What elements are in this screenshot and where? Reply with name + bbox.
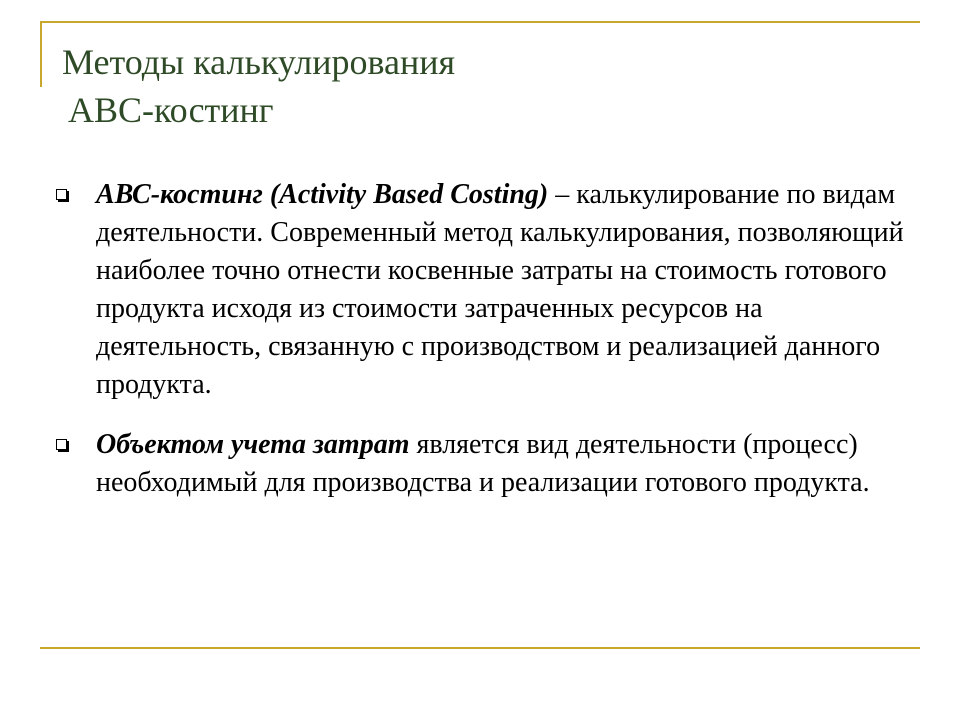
bullet-text: – калькулирование по видам деятельности. Современный метод калькулирования, позволяющий наиболее точно отнести косвенные затраты на стоимость готового продукта исходя из стоимости затраченных ресурсов на деятельность, связанную с производством и реализацией данного продукта. <box>96 179 904 400</box>
left-rule <box>40 21 42 87</box>
title-line-2: АВС-костинг <box>68 90 274 130</box>
bullet-term: Объектом учета затрат <box>96 429 410 460</box>
bullet-term: АВС-костинг (Activity Based Costing) <box>96 179 549 210</box>
slide-title <box>62 38 455 134</box>
title-line-1: Методы калькулирования <box>62 42 456 82</box>
bullet-list <box>56 176 916 502</box>
bullet-text: является вид деятельности (процесс) необходимый для производства и реализации готового продукта. <box>96 429 870 498</box>
bullet-item-cost-object <box>56 426 916 502</box>
top-rule <box>40 21 920 23</box>
hollow-square-icon <box>56 189 67 200</box>
bullet-item-abc-costing <box>56 176 916 404</box>
bottom-rule <box>40 647 920 649</box>
hollow-square-icon <box>56 439 67 450</box>
